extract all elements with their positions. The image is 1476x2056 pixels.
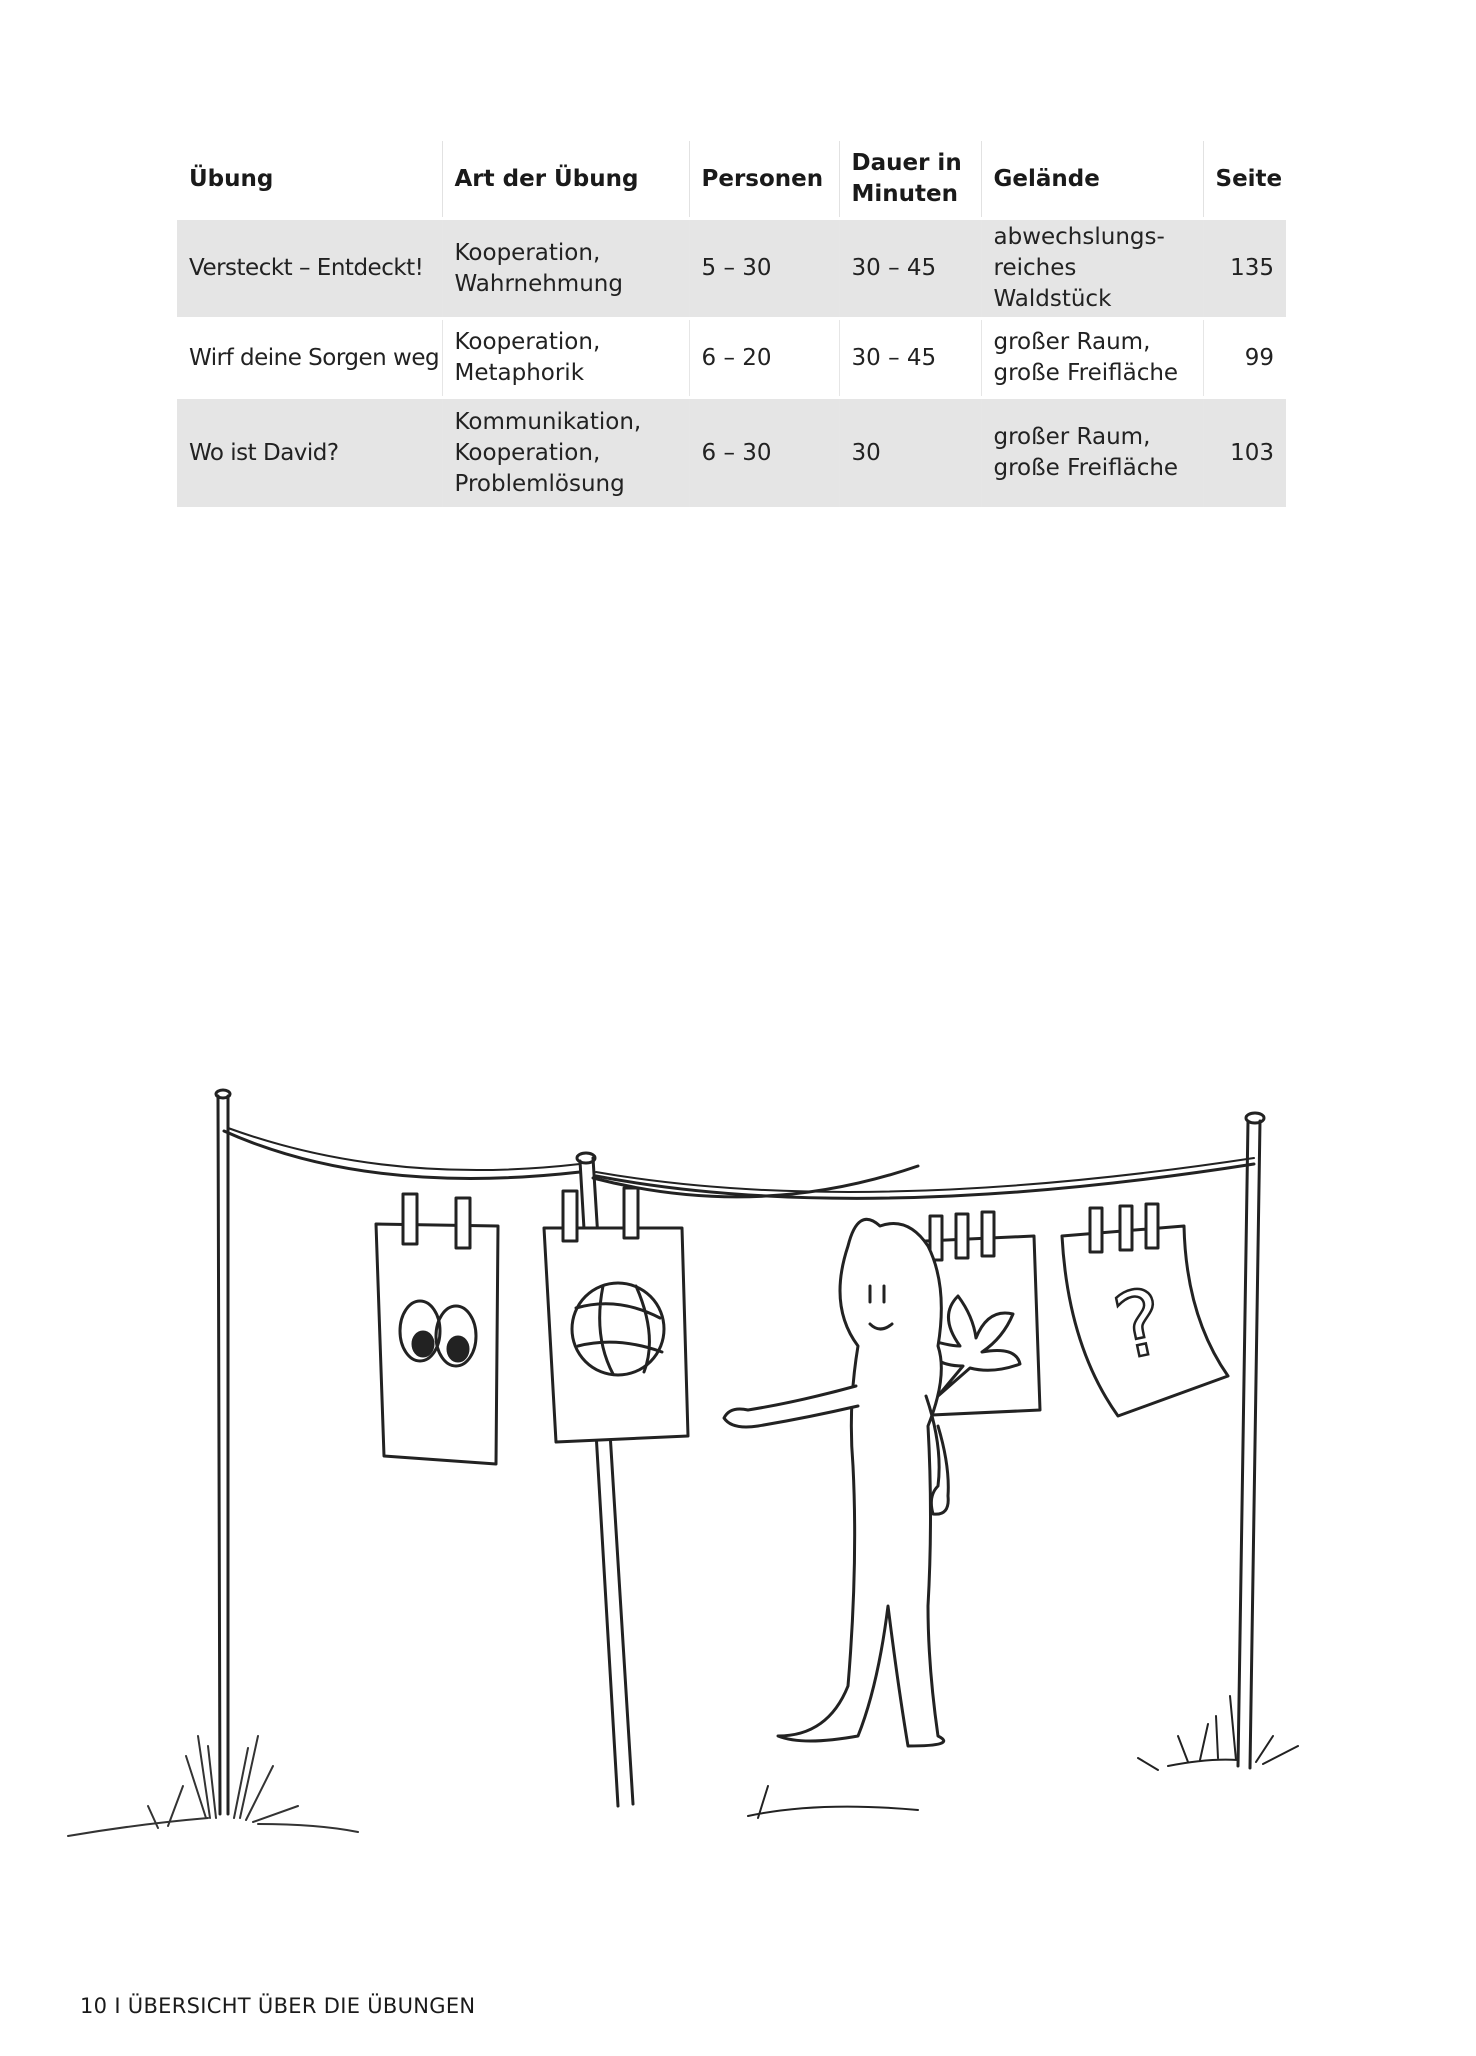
cell-personen: 6 – 20	[689, 319, 839, 398]
header-art: Art der Übung	[442, 141, 689, 219]
page-footer	[80, 1994, 475, 2018]
cell-gelaende-line: große Freifläche	[993, 360, 1179, 386]
cell-uebung: Wo ist David?	[177, 398, 442, 508]
cell-art	[442, 398, 689, 508]
cell-gelaende-line: großer Raum,	[993, 424, 1151, 450]
cell-seite: 135	[1203, 219, 1286, 319]
cell-gelaende	[981, 319, 1203, 398]
cell-gelaende-line: abwechslungs-	[993, 224, 1165, 250]
cell-gelaende	[981, 398, 1203, 508]
section-title: ÜBERSICHT ÜBER DIE ÜBUNGEN	[127, 1994, 476, 2018]
cell-gelaende-line: große Freifläche	[993, 455, 1179, 481]
cell-art-line: Kooperation,	[454, 329, 601, 355]
cell-art-line: Kooperation,	[454, 439, 601, 466]
question-mark: ?	[1105, 1268, 1174, 1382]
clothesline-drawing	[58, 1046, 1318, 1866]
cell-art-line: Kommunikation,	[454, 408, 642, 435]
table-row	[177, 398, 1286, 508]
cell-gelaende	[981, 219, 1203, 319]
cell-dauer: 30 – 45	[839, 219, 981, 319]
cell-gelaende-line: reiches Waldstück	[993, 255, 1112, 312]
cell-uebung: Wirf deine Sorgen weg	[177, 319, 442, 398]
footer-separator: I	[114, 1994, 121, 2018]
cell-seite: 99	[1203, 319, 1286, 398]
table-row	[177, 219, 1286, 319]
cell-gelaende-line: großer Raum,	[993, 329, 1151, 355]
cell-dauer: 30 – 45	[839, 319, 981, 398]
cell-dauer: 30	[839, 398, 981, 508]
header-gelaende: Gelände	[981, 141, 1203, 219]
cell-personen: 6 – 30	[689, 398, 839, 508]
cell-personen: 5 – 30	[689, 219, 839, 319]
exercise-overview-table	[177, 141, 1286, 507]
cell-art	[442, 219, 689, 319]
table-header-row	[177, 141, 1286, 219]
card-eyes	[376, 1194, 498, 1464]
stick-figure	[724, 1219, 948, 1746]
header-seite: Seite	[1215, 165, 1283, 192]
card-ball	[544, 1188, 688, 1442]
header-dauer-line1: Dauer in	[851, 150, 962, 176]
rope-right	[596, 1164, 1254, 1198]
cell-uebung: Versteckt – Entdeckt!	[177, 219, 442, 319]
header-dauer-line2: Minuten	[851, 181, 958, 207]
cell-art-line: Kooperation,	[454, 239, 601, 266]
cell-art-line: Wahrnehmung	[454, 270, 623, 297]
cell-art	[442, 319, 689, 398]
table-row	[177, 319, 1286, 398]
cell-art-line: Problemlösung	[454, 470, 625, 497]
header-dauer	[839, 141, 981, 219]
page-number: 10	[80, 1994, 108, 2018]
cell-seite: 103	[1203, 398, 1286, 508]
right-pole	[1238, 1113, 1264, 1768]
header-uebung: Übung	[177, 141, 442, 219]
rope-right-2	[596, 1158, 1254, 1192]
header-personen: Personen	[689, 141, 839, 219]
cell-art-line: Metaphorik	[454, 360, 585, 386]
